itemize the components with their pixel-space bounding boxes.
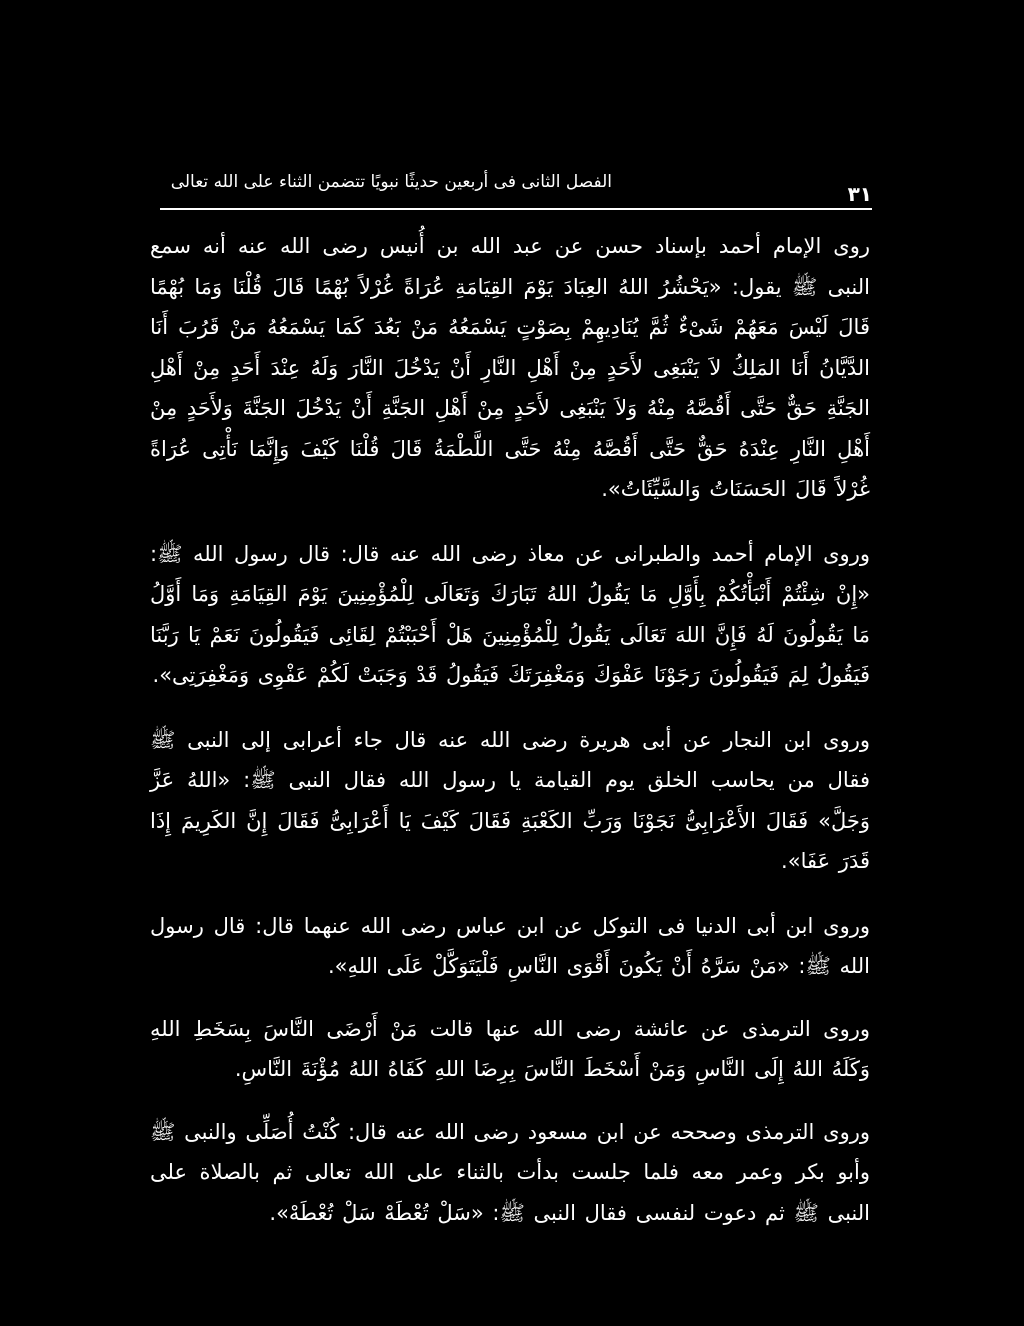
header-rule [160,208,872,210]
paragraph-hadith-3: وروى ابن النجار عن أبى هريرة رضى الله عنه قال جاء أعرابى إلى النبى ﷺ فقال من يحاسب الخلق يوم القيامة يا رسول الله فقال النبى ﷺ: «اللهُ عَزَّ وَجَلَّ» فَقَالَ الأَعْرَابِىُّ نَجَوْنَا وَرَبِّ الكَعْبَةِ فَقَالَ كَيْفَ يَا أَعْرَابِىُّ فَقَالَ إِنَّ الكَرِيمَ إِذَا قَدَرَ عَفَا». [150,727,870,873]
paragraph-hadith-5: وروى الترمذى عن عائشة رضى الله عنها قالت مَنْ أَرْضَى النَّاسَ بِسَخَطِ اللهِ وَكَلَهُ اللهُ إِلَى النَّاسِ وَمَنْ أَسْخَطَ النَّاسَ بِرِضَا اللهِ كَفَاهُ اللهُ مُؤْنَةَ النَّاسِ. [150,1016,870,1081]
running-title: الفصل الثانى فى أربعين حديثًا نبويًا تتضمن الثناء على الله تعالى [170,172,612,192]
body-text [150,226,870,1253]
paragraph-hadith-6: وروى الترمذى وصححه عن ابن مسعود رضى الله عنه قال: كُنْتُ أُصَلِّى والنبى ﷺ وأبو بكر وعمر معه فلما جلست بدأت بالثناء على الله تعالى ثم بالصلاة على النبى ﷺ ثم دعوت لنفسى فقال النبى ﷺ: «سَلْ تُعْطَهْ سَلْ تُعْطَهْ». [150,1119,870,1225]
paragraph-hadith-4: وروى ابن أبى الدنيا فى التوكل عن ابن عباس رضى الله عنهما قال: قال رسول الله ﷺ: «مَنْ سَرَّهُ أَنْ يَكُونَ أَقْوَى النَّاسِ فَلْيَتَوَكَّلْ عَلَى اللهِ». [150,913,870,978]
paragraph-hadith-2: وروى الإمام أحمد والطبرانى عن معاذ رضى الله عنه قال: قال رسول الله ﷺ: «إِنْ شِئْتُمْ أَنْبَأْتُكُمْ بِأَوَّلِ مَا يَقُولُ اللهُ تَبَارَكَ وَتَعَالَى لِلْمُؤْمِنِينَ يَوْمَ القِيَامَةِ وَمَا أَوَّلُ مَا يَقُولُونَ لَهُ فَإِنَّ اللهَ تَعَالَى يَقُولُ لِلْمُؤْمِنِينَ هَلْ أَحْبَبْتُمْ لِقَائِى فَيَقُولُونَ نَعَمْ يَا رَبَّنَا فَيَقُولُ لِمَ فَيَقُولُونَ رَجَوْنَا عَفْوَكَ وَمَغْفِرَتَكَ فَيَقُولُ قَدْ وَجَبَتْ لَكُمْ عَفْوِى وَمَغْفِرَتِى». [150,541,870,687]
paragraph-hadith-1: روى الإمام أحمد بإسناد حسن عن عبد الله بن أُنيس رضى الله عنه أنه سمع النبى ﷺ يقول: «يَحْشُرُ اللهُ العِبَادَ يَوْمَ القِيَامَةِ عُرَاةً غُرْلاً بُهْمًا قَالَ قُلْنَا وَمَا بُهْمًا قَالَ لَيْسَ مَعَهُمْ شَىْءٌ ثُمَّ يُنَادِيهِمْ بِصَوْتٍ يَسْمَعُهُ مَنْ بَعُدَ كَمَا يَسْمَعُهُ مَنْ قَرُبَ أَنَا الدَّيَّانُ أَنَا المَلِكُ لاَ يَنْبَغِى لأَحَدٍ مِنْ أَهْلِ النَّارِ أَنْ يَدْخُلَ النَّارَ وَلَهُ عِنْدَ أَحَدٍ مِنْ أَهْلِ الجَنَّةِ حَقٌّ حَتَّى أَقُصَّهُ مِنْهُ وَلاَ يَنْبَغِى لأَحَدٍ مِنْ أَهْلِ الجَنَّةِ أَنْ يَدْخُلَ الجَنَّةَ وَلأَحَدٍ مِنْ أَهْلِ النَّارِ عِنْدَهُ حَقٌّ حَتَّى أَقُصَّهُ مِنْهُ حَتَّى اللَّطْمَةُ قَالَ قُلْنَا كَيْفَ وَإِنَّمَا نَأْتِى عُرَاةً غُرْلاً قَالَ الحَسَنَاتُ وَالسَّيِّئَاتُ». [150,234,870,501]
page-number: ٣١ [847,182,872,206]
page-header [160,168,872,206]
